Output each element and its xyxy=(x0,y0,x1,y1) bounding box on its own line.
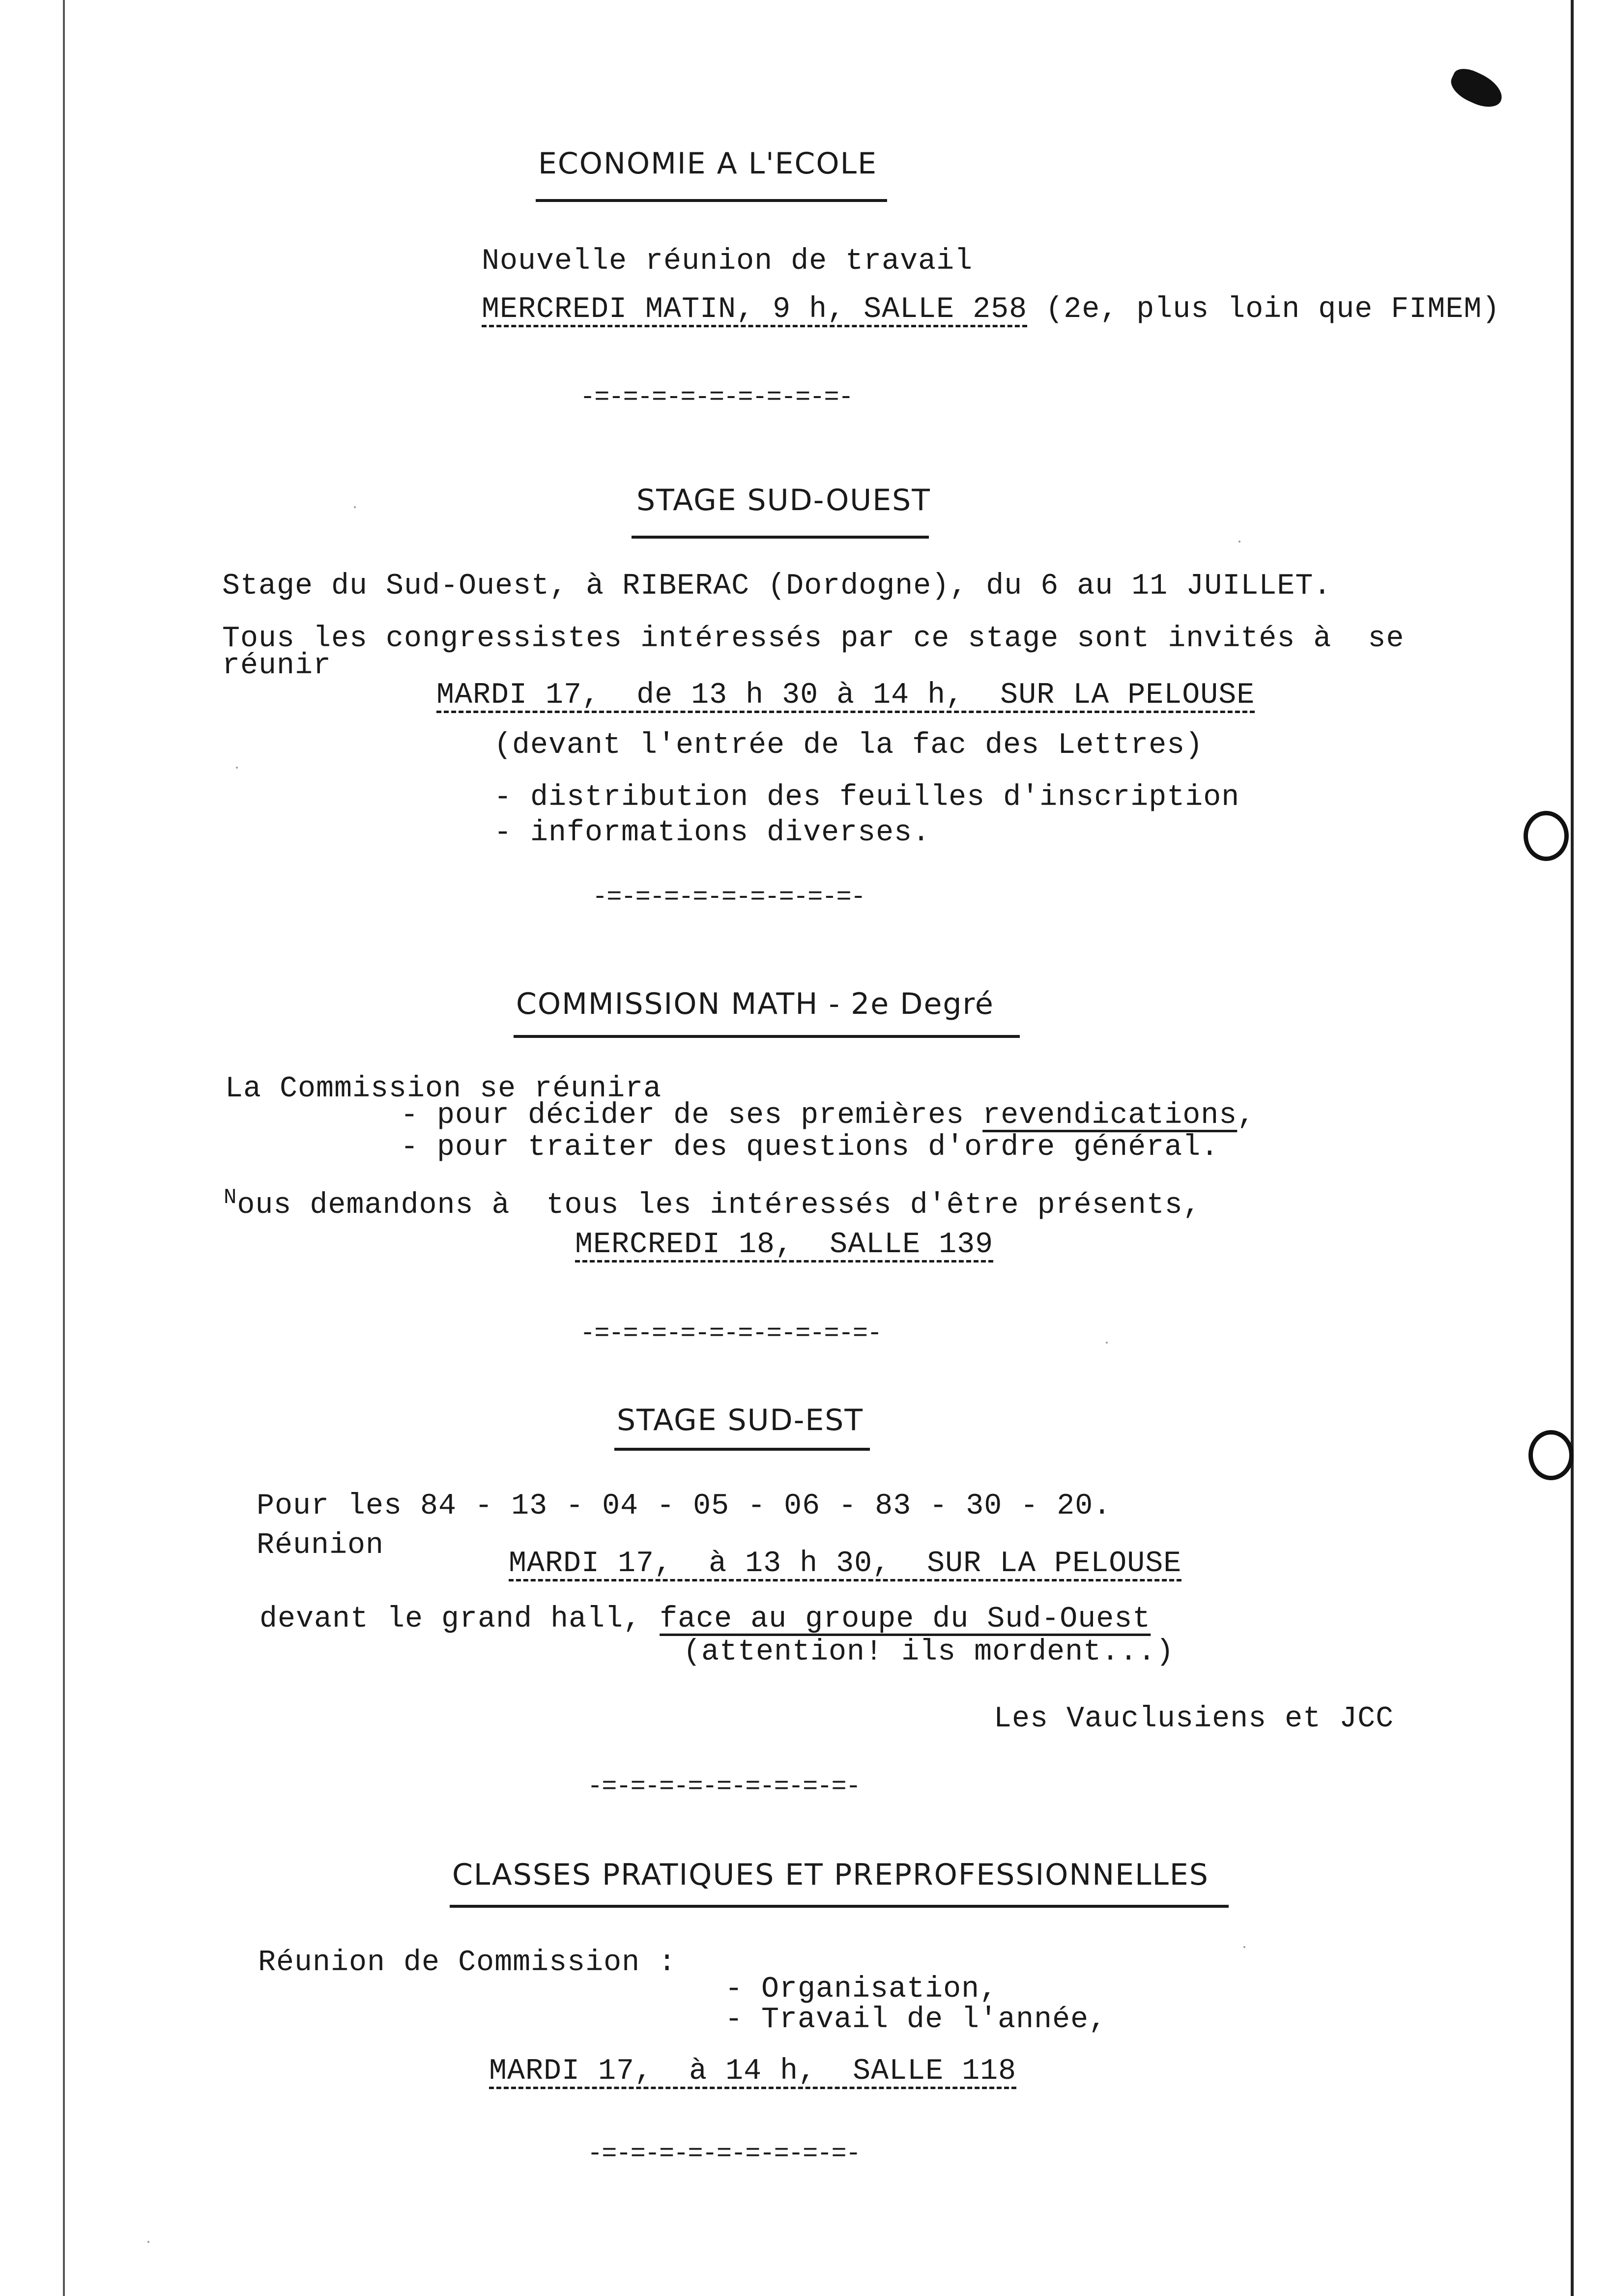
commission-math-line2 xyxy=(224,1187,1201,1220)
scan-speck xyxy=(1106,1342,1108,1344)
title-underline-stage-sud-ouest xyxy=(632,536,929,539)
classes-pratiques-line1: Réunion de Commission : xyxy=(258,1946,677,1980)
stage-sud-est-line3 xyxy=(259,1605,1151,1634)
stage-sud-est-when: MARDI 17, à 13 h 30, SUR LA PELOUSE xyxy=(509,1547,1182,1580)
commission-math-item1-underlined: revendications xyxy=(982,1099,1238,1132)
stage-sud-ouest-line1: Stage du Sud-Ouest, à RIBERAC (Dordogne), du 6 au 11 JUILLET. xyxy=(222,570,1332,603)
stage-sud-est-line3-underlined: face au groupe du Sud-Ouest xyxy=(660,1603,1151,1636)
commission-math-item1 xyxy=(401,1101,1255,1130)
economie-line1: Nouvelle réunion de travail xyxy=(482,245,973,278)
separator-3: -=-=-=-=-=-=-=-=-=-=- xyxy=(580,1319,882,1348)
stage-sud-est-line1: Pour les 84 - 13 - 04 - 05 - 06 - 83 - 30 - 20. xyxy=(257,1490,1112,1523)
stage-sud-ouest-line2: Tous les congressistes intéressés par ce stage sont invités à se xyxy=(222,622,1405,656)
stage-sud-ouest-item1: - distribution des feuilles d'inscription xyxy=(494,781,1240,814)
separator-2: -=-=-=-=-=-=-=-=-=- xyxy=(592,883,865,912)
section-title-classes-pratiques: CLASSES PRATIQUES ET PREPROFESSIONNELLES xyxy=(452,1858,1209,1892)
commission-math-item2: - pour traiter des questions d'ordre général. xyxy=(401,1131,1219,1164)
classes-pratiques-when: MARDI 17, à 14 h, SALLE 118 xyxy=(489,2055,1017,2088)
commission-math-line2-initial: N xyxy=(224,1185,237,1210)
title-underline-stage-sud-est xyxy=(614,1448,870,1451)
stage-sud-ouest-item2: - informations diverses. xyxy=(494,816,931,850)
scan-speck xyxy=(354,506,356,508)
scan-speck xyxy=(1238,541,1240,543)
stage-sud-ouest-place-note: (devant l'entrée de la fac des Lettres) xyxy=(494,729,1204,762)
commission-math-when: MERCREDI 18, SALLE 139 xyxy=(575,1228,994,1262)
section-title-commission-math: COMMISSION MATH - 2e Degré xyxy=(516,987,994,1021)
ink-blot-mark xyxy=(1446,64,1507,114)
economie-when-underlined: MERCREDI MATIN, 9 h, SALLE 258 xyxy=(482,293,1028,326)
classes-pratiques-item2: - Travail de l'année, xyxy=(725,2003,1107,2037)
stage-sud-est-line2: Réunion xyxy=(257,1529,384,1562)
stage-sud-est-line4: (attention! ils mordent...) xyxy=(683,1636,1175,1669)
commission-math-line2-rest: ous demandons à tous les intéressés d'être présents, xyxy=(237,1189,1201,1222)
section-title-stage-sud-ouest: STAGE SUD-OUEST xyxy=(636,483,931,517)
stage-sud-est-line3-prefix: devant le grand hall, xyxy=(259,1603,660,1636)
punch-hole-bottom xyxy=(1528,1430,1574,1480)
section-title-economie: ECONOMIE A L'ECOLE xyxy=(538,146,877,181)
scan-speck xyxy=(1243,1946,1245,1948)
left-margin-line xyxy=(63,0,65,2296)
title-underline-economie xyxy=(536,199,887,202)
stage-sud-ouest-when: MARDI 17, de 13 h 30 à 14 h, SUR LA PELOUSE xyxy=(436,679,1255,712)
separator-1: -=-=-=-=-=-=-=-=-=- xyxy=(580,383,853,412)
commission-math-item1-prefix: - pour décider de ses premières xyxy=(401,1099,983,1132)
punch-hole-top xyxy=(1524,811,1569,861)
title-underline-classes-pratiques xyxy=(450,1905,1229,1908)
title-underline-commission-math xyxy=(514,1035,1020,1038)
right-edge-line xyxy=(1571,0,1574,2296)
classes-pratiques-item1: - Organisation, xyxy=(725,1973,998,2006)
commission-math-line1: La Commission se réunira xyxy=(225,1072,662,1106)
section-title-stage-sud-est: STAGE SUD-EST xyxy=(617,1403,864,1437)
scan-speck xyxy=(147,2241,149,2243)
separator-5: -=-=-=-=-=-=-=-=-=- xyxy=(587,2139,860,2168)
commission-math-item1-suffix: , xyxy=(1237,1099,1256,1132)
stage-sud-est-signature: Les Vauclusiens et JCC xyxy=(994,1702,1394,1736)
stage-sud-ouest-line3: réunir xyxy=(222,649,332,683)
economie-when xyxy=(482,295,1500,324)
scan-speck xyxy=(236,767,238,769)
economie-when-note: (2e, plus loin que FIMEM) xyxy=(1027,293,1500,326)
separator-4: -=-=-=-=-=-=-=-=-=- xyxy=(587,1772,860,1801)
